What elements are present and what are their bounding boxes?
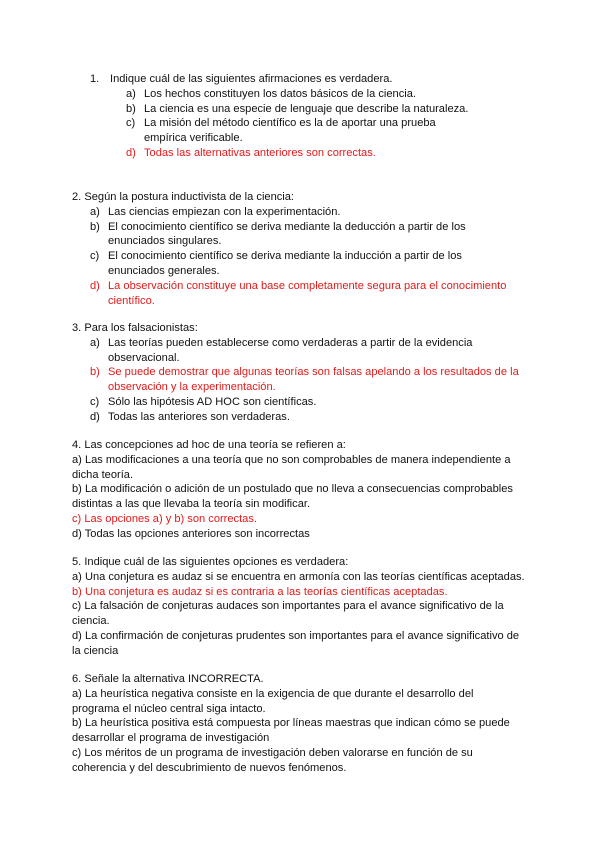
option-label: b) bbox=[90, 366, 100, 379]
question-6 bbox=[72, 672, 528, 776]
question-3-option-c bbox=[72, 395, 528, 410]
option-label: a) bbox=[126, 87, 136, 100]
option-label: d) bbox=[90, 410, 100, 423]
option-text: El conocimiento científico se deriva mediante la deducción a partir de los enunciados singulares. bbox=[108, 220, 466, 248]
option-label: d) bbox=[90, 279, 100, 292]
option-text: El conocimiento científico se deriva mediante la inducción a partir de los enunciados generales. bbox=[108, 250, 462, 277]
question-5 bbox=[72, 555, 528, 659]
option-text: Se puede demostrar que algunas teorías son falsas apelando a los resultados de la observación y la experimentación. bbox=[108, 366, 519, 394]
question-5-option-c: c) La falsación de conjeturas audaces son importantes para el avance significativo de la ciencia. bbox=[72, 600, 504, 628]
question-1-option-a bbox=[72, 87, 528, 102]
option-text: La ciencia es una especie de lenguaje que describe la naturaleza. bbox=[144, 102, 469, 115]
question-3-option-a bbox=[72, 336, 503, 366]
option-label: a) bbox=[90, 336, 100, 349]
question-6-option-c: c) Los méritos de un programa de investigación deben valorarse en función de su coherencia y del descubrimiento de nuevos fenómenos. bbox=[72, 746, 473, 774]
question-4-option-a: a) Las modificaciones a una teoría que no son comprobables de manera independiente a dicha teoría. bbox=[72, 453, 511, 481]
question-3-option-d bbox=[72, 410, 528, 425]
option-label: d) bbox=[126, 146, 136, 159]
option-text: Todas las anteriores son verdaderas. bbox=[108, 410, 290, 423]
question-6-stem: 6. Señale la alternativa INCORRECTA. bbox=[72, 673, 264, 685]
option-label: c) bbox=[126, 117, 136, 130]
question-2 bbox=[72, 190, 528, 308]
question-5-option-a: a) Una conjetura es audaz si se encuentra en armonía con las teorías científicas aceptadas. bbox=[72, 570, 525, 583]
question-5-option-b: b) Una conjetura es audaz si es contraria a las teorías científicas aceptadas. bbox=[72, 585, 448, 598]
option-label: c) bbox=[90, 250, 100, 263]
question-3-option-b bbox=[72, 365, 564, 395]
question-3-stem: 3. Para los falsacionistas: bbox=[72, 322, 198, 334]
question-5-option-d: d) La confirmación de conjeturas prudentes son importantes para el avance significativo de la ciencia bbox=[72, 629, 520, 657]
option-label: b) bbox=[126, 102, 136, 115]
question-1-stem bbox=[72, 72, 528, 87]
question-2-option-d bbox=[72, 279, 538, 309]
option-text: Las ciencias empiezan con la experimentación. bbox=[108, 205, 341, 218]
question-2-option-c bbox=[72, 249, 513, 279]
option-label: b) bbox=[90, 220, 100, 233]
question-1-option-b bbox=[72, 102, 528, 117]
option-text: Las teorías pueden establecerse como verdaderas a partir de la evidencia observacional. bbox=[108, 336, 473, 364]
question-4-option-d: d) Todas las opciones anteriores son incorrectas bbox=[72, 527, 310, 540]
question-4 bbox=[72, 438, 528, 542]
option-label: c) bbox=[90, 395, 100, 408]
question-2-option-a bbox=[72, 205, 528, 220]
question-1-option-d bbox=[72, 146, 528, 161]
option-text: Todas las alternativas anteriores son correctas. bbox=[144, 146, 376, 159]
option-text: Sólo las hipótesis AD HOC son científicas. bbox=[108, 395, 317, 408]
question-1-option-c bbox=[72, 116, 444, 146]
option-label: a) bbox=[90, 205, 100, 218]
option-text: La misión del método científico es la de aportar una prueba empírica verificable. bbox=[144, 117, 436, 145]
question-6-option-b: b) La heurística positiva está compuesta por líneas maestras que indican cómo se puede desarrollar el programa de investigación bbox=[72, 717, 510, 745]
question-5-stem: 5. Indique cuál de las siguientes opciones es verdadera: bbox=[72, 556, 349, 568]
option-text: La observación constituye una base completamente segura para el conocimiento científico. bbox=[108, 279, 507, 307]
question-3 bbox=[72, 321, 528, 425]
question-4-option-c: c) Las opciones a) y b) son correctas. bbox=[72, 512, 257, 525]
question-2-option-b bbox=[72, 220, 513, 250]
question-4-option-b: b) La modificación o adición de un postulado que no lleva a consecuencias comprobables distintas a las que llevaba la teoría sin modificar. bbox=[72, 483, 513, 511]
option-text: Los hechos constituyen los datos básicos de la ciencia. bbox=[144, 87, 416, 100]
question-1-number: 1. bbox=[90, 73, 100, 85]
question-2-stem: 2. Según la postura inductivista de la ciencia: bbox=[72, 191, 295, 203]
question-4-stem: 4. Las concepciones ad hoc de una teoría se refieren a: bbox=[72, 439, 346, 451]
question-1 bbox=[72, 72, 528, 161]
question-6-option-a: a) La heurística negativa consiste en la exigencia de que durante el desarrollo del programa el núcleo central siga intacto. bbox=[72, 687, 474, 715]
question-1-text: Indique cuál de las siguientes afirmaciones es verdadera. bbox=[110, 73, 393, 85]
